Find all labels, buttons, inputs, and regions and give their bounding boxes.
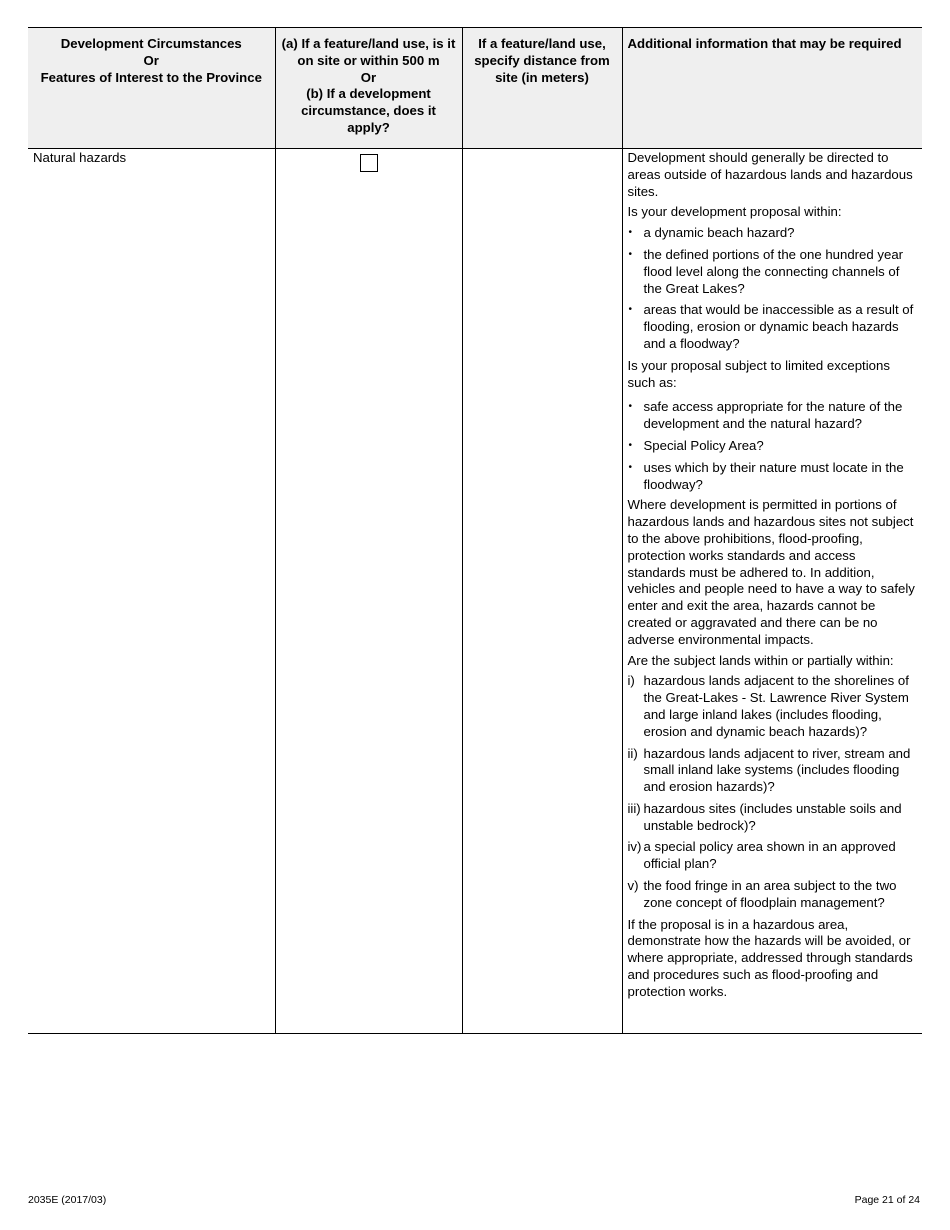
- header-col4-text: Additional information that may be required: [627, 36, 902, 51]
- list-item: [628, 801, 917, 835]
- info-paragraph-5: Are the subject lands within or partially within:: [627, 652, 894, 668]
- info-numbered-list: [628, 673, 917, 911]
- info-paragraph-3: Is your proposal subject to limited exceptions such as:: [627, 357, 890, 390]
- cell-additional-info: [622, 149, 922, 1034]
- header-col1-line1: Development Circumstances: [60, 36, 242, 51]
- info-paragraph-1: Development should generally be directed to areas outside of hazardous lands and hazardous sites.: [627, 150, 913, 199]
- list-text: a special policy area shown in an approved official plan?: [643, 839, 896, 872]
- list-number: iii): [627, 800, 641, 816]
- list-text: hazardous sites (includes unstable soils and unstable bedrock)?: [643, 800, 902, 833]
- list-number: ii): [627, 745, 638, 761]
- info-bullet-list-1: [628, 225, 917, 353]
- list-text: hazardous lands adjacent to the shorelines of the Great-Lakes - St. Lawrence River System and large inland lakes (includes flooding, erosion and dynamic beach hazards)?: [643, 673, 909, 739]
- header-col3-text: If a feature/land use, specify distance from site (in meters): [474, 36, 610, 85]
- info-content: [627, 149, 919, 1001]
- list-item: [628, 839, 917, 873]
- list-item: [628, 673, 917, 740]
- list-text: hazardous lands adjacent to river, stream and small inland lake systems (includes flooding and erosion hazards)?: [643, 745, 911, 795]
- header-col2-line1: (a) If a feature/land use, is it on site or within 500 m: [281, 36, 456, 68]
- info-paragraph-2: Is your development proposal within:: [627, 204, 842, 220]
- list-item: • uses which by their nature must locate in the floodway?: [628, 460, 917, 494]
- header-on-site-or-applies: [275, 28, 462, 149]
- checkbox-wrapper: [280, 149, 458, 177]
- header-development-circumstances: [28, 28, 275, 149]
- requirements-table: [28, 27, 922, 1034]
- row-label: Natural hazards: [33, 150, 127, 165]
- list-number: v): [627, 878, 639, 894]
- cell-distance-input[interactable]: [462, 149, 622, 1034]
- list-item: • a dynamic beach hazard?: [628, 225, 917, 242]
- list-item: [628, 878, 917, 912]
- list-item: • areas that would be inaccessible as a result of flooding, erosion or dynamic beach hazards and a floodway?: [628, 302, 917, 352]
- list-item: • the defined portions of the one hundred year flood level along the connecting channels of the Great Lakes?: [628, 247, 917, 297]
- header-col2-line3: (b) If a development circumstance, does it apply?: [301, 86, 436, 135]
- header-col1-line2: Or: [143, 52, 159, 68]
- cell-applies: [275, 149, 462, 1034]
- list-number: i): [627, 673, 635, 689]
- info-paragraph-6: If the proposal is in a hazardous area, demonstrate how the hazards will be avoided, or where appropriate, addressed through standards and procedures such as flood-proofing and protection works.: [627, 916, 913, 999]
- header-distance-from-site: [462, 28, 622, 149]
- list-item: • safe access appropriate for the nature of the development and the natural hazard?: [628, 399, 917, 433]
- list-item: • Special Policy Area?: [628, 438, 917, 455]
- table-row-natural-hazards: [28, 149, 922, 1034]
- header-col1-line3: Features of Interest to the Province: [40, 69, 262, 85]
- form-id: 2035E (2017/03): [28, 1194, 107, 1206]
- list-text: the food fringe in an area subject to the two zone concept of floodplain management?: [643, 878, 897, 910]
- list-item: [628, 746, 917, 796]
- table-header-row: [28, 28, 922, 149]
- header-col2-line2: Or: [360, 69, 377, 85]
- applies-checkbox[interactable]: [360, 154, 378, 172]
- info-bullet-list-2: [628, 399, 917, 493]
- info-paragraph-4: Where development is permitted in portions of hazardous lands and hazardous sites not subject to the above prohibitions, flood-proofing, protection works standards and access standards must be adhered to. In addition, vehicles and people need to have a way to safely enter and exit the area, hazards cannot be created or aggravated and there can be no adverse environmental impacts.: [627, 497, 915, 647]
- list-number: iv): [627, 839, 642, 855]
- page-number: Page 21 of 24: [854, 1194, 920, 1206]
- header-additional-information: [622, 28, 922, 149]
- cell-circumstance: [28, 149, 275, 1034]
